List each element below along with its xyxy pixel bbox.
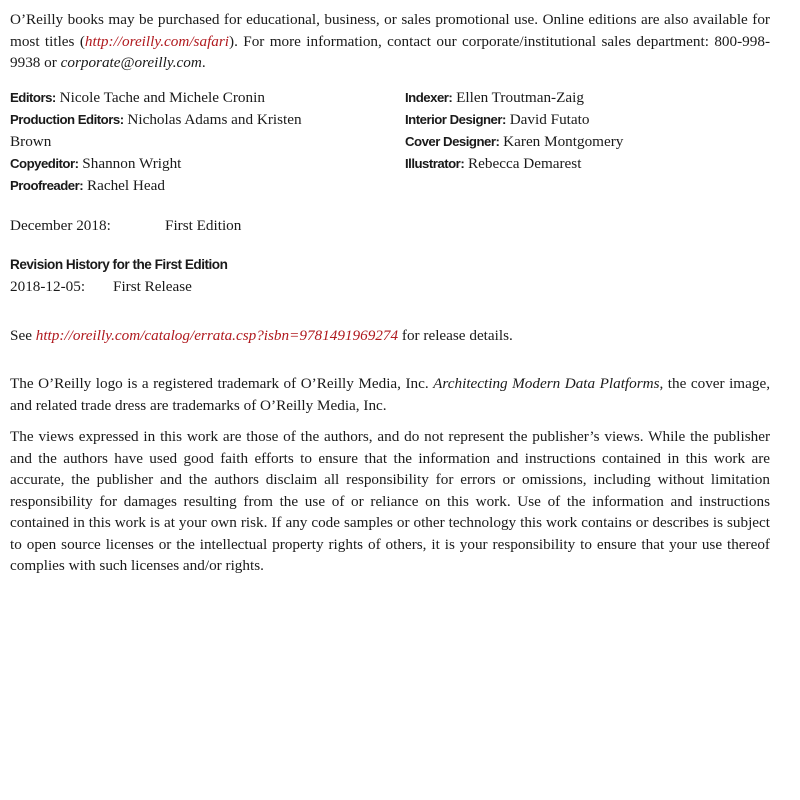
purchase-info-text-end: .: [201, 54, 206, 71]
errata-link[interactable]: http://oreilly.com/catalog/errata.csp?isbn=9781491969274: [35, 326, 399, 344]
disclaimer-paragraph: The views expressed in this work are those of the authors, and do not represent the publisher’s views. While the publisher and the authors have used good faith efforts to ensure that the information and instructions contained in this work are accurate, the publisher and the authors disclaim all responsibility for errors or omissions, including without limitation responsibility for damages resulting from the use of or reliance on this work. Use of the information and instructions contained in this work is at your own risk. If any code samples or other technology this work contains or describes is subject to open source licenses or the intellectual property rights of others, it is your responsibility to ensure that your use thereof complies with such licenses and/or rights.: [10, 428, 770, 574]
copyright-page: [10, 9, 770, 577]
revision-entry: [10, 276, 770, 298]
credit-copyeditor: [10, 153, 330, 175]
errata-paragraph: [10, 325, 770, 347]
book-title: Architecting Modern Data Platforms: [433, 375, 660, 392]
edition-line: [10, 215, 770, 237]
trademark-text: The O’Reilly logo is a registered trademark of O’Reilly Media, Inc.: [10, 375, 429, 392]
edition-date: December 2018:: [10, 216, 111, 234]
credit-name: Shannon Wright: [82, 155, 182, 173]
credit-name: David Futato: [509, 110, 590, 128]
corporate-email-link[interactable]: corporate@oreilly.com: [60, 54, 202, 71]
trademark-text-after: , the cover image, and related trade dress are trademarks of O’Reilly Media, Inc.: [10, 375, 770, 414]
purchase-info-text-middle: ). For more information, contact our corporate/institutional sales department: 800-998-9938 or: [10, 32, 770, 71]
credit-name: Rebecca Demarest: [468, 155, 582, 173]
purchase-info-paragraph: [10, 9, 770, 74]
edition-label: First Edition: [165, 216, 242, 234]
errata-prefix: See: [10, 326, 32, 344]
credit-role: Proofreader:: [10, 178, 84, 194]
purchase-info-text: O’Reilly books may be purchased for educational, business, or sales promotional use. Online editions are also available for most titles (: [10, 11, 770, 50]
revision-label: First Release: [113, 277, 192, 295]
revision-history-heading: Revision History for the First Edition: [10, 256, 228, 272]
credit-role: Interior Designer:: [405, 111, 506, 127]
credit-name: Nicholas Adams and Kristen Brown: [10, 110, 302, 150]
credit-indexer: [405, 87, 775, 109]
credit-editors: [10, 87, 330, 109]
errata-suffix: for release details.: [401, 326, 513, 344]
credits-right-column: [405, 87, 775, 176]
credit-role: Copyeditor:: [10, 156, 79, 172]
credit-role: Editors:: [10, 89, 56, 105]
credit-illustrator: [405, 153, 775, 175]
credits-block: [10, 87, 770, 199]
credit-cover-designer: [405, 131, 775, 153]
credit-name: Nicole Tache and Michele Cronin: [59, 88, 265, 106]
revision-date: 2018-12-05:: [10, 277, 86, 295]
safari-link[interactable]: http://oreilly.com/safari: [84, 32, 230, 50]
credit-role: Cover Designer:: [405, 133, 500, 149]
credit-production-editors: [10, 109, 330, 153]
credit-role: Illustrator:: [405, 156, 465, 172]
trademark-paragraph: [10, 373, 770, 416]
credit-name: Rachel Head: [86, 177, 165, 195]
credit-role: Indexer:: [405, 89, 453, 105]
credit-interior-designer: [405, 109, 775, 131]
credit-role: Production Editors:: [10, 111, 124, 127]
credits-left-column: [10, 87, 330, 198]
credit-proofreader: [10, 175, 330, 197]
credit-name: Karen Montgomery: [503, 132, 624, 150]
credit-name: Ellen Troutman-Zaig: [456, 88, 584, 106]
